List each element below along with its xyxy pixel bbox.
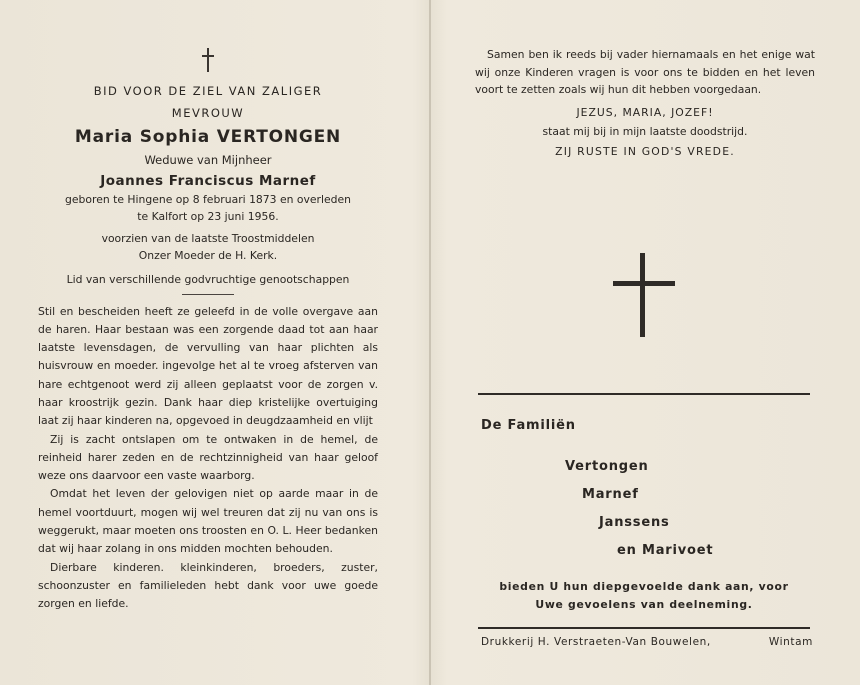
family-marivoet: en Marivoet [617, 543, 714, 558]
thanks-text [478, 578, 810, 614]
card-fold [429, 0, 431, 685]
membership: Lid van verschillende godvruchtige genootschappen [66, 273, 350, 286]
prayer-line-2: staat mij bij in mijn laatste doodstrijd. [542, 124, 748, 138]
prayer-line-1: JEZUS, MARIA, JOZEF! [576, 105, 714, 119]
printer-place: Wintam [768, 636, 813, 648]
family-janssens: Janssens [599, 515, 670, 530]
paragraph-3: Omdat het leven der gelovigen niet op aarde maar in de hemel voortduurt, mogen wij wel treuren dat zij nu van ons is weggerukt, maar moeten ons troosten en O. L. Heer bedanken dat wij haar zolang in ons midden mochten behouden. [38, 487, 378, 556]
thanks-line-2: Uwe gevoelens van deelneming. [535, 598, 753, 611]
thanks-line-1: bieden U hun diepgevoelde dank aan, voor [499, 580, 789, 593]
families-title: De Familiën [481, 418, 576, 433]
sacraments-line-1: voorzien van de laatste Troostmiddelen [101, 232, 315, 245]
divider [182, 294, 234, 295]
rest-in-peace: ZIJ RUSTE IN GOD'S VREDE. [555, 144, 735, 158]
sacraments-line-2: Onzer Moeder de H. Kerk. [138, 248, 278, 262]
large-cross-icon [613, 253, 675, 337]
family-vertongen: Vertongen [565, 459, 649, 474]
top-rule [478, 393, 810, 395]
left-page [38, 48, 378, 614]
title-mevrouw: MEVROUW [171, 106, 245, 120]
paragraph-2: Zij is zacht ontslapen om te ontwaken in de hemel, de reinheid harer zeden en de rechtzinnigheid van haar geloof weze ons daarvoor een vaste waarborg. [38, 432, 378, 483]
born-line-1: geboren te Hingene op 8 februari 1873 en overleden [65, 193, 351, 206]
paragraph-1: Stil en bescheiden heeft ze geleefd in de volle overgave aan de haren. Haar bestaan was een zorgende daad tot aan haar laatste levensdagen, de vervulling van haar plichten als huisvrouw en moeder. ingevolge het al te vroeg afsterven van hare echtgenoot werd zij alleen geplaatst voor de zorgen v. haar kroostrijk gezin. Dank haar diep kristelijke overtuiging laat zij haar kinderen na, opgevoed in deugdzaamheid en vlijt [38, 304, 378, 428]
printer-line [481, 636, 813, 648]
printer-name: Drukkerij H. Verstraeten-Van Bouwelen, [481, 636, 711, 648]
paragraph-4: Dierbare kinderen. kleinkinderen, broeders, zuster, schoonzuster en familieleden hebt dank voor uwe goede zorgen en liefde. [38, 560, 378, 611]
bottom-rule [478, 627, 810, 629]
widow-of: Weduwe van Mijnheer [144, 153, 272, 167]
prayer-title: BID VOOR DE ZIEL VAN ZALIGER [93, 84, 323, 98]
born-line-2: te Kalfort op 23 juni 1956. [137, 209, 279, 223]
family-marnef: Marnef [582, 487, 639, 502]
husband-name: Joannes Franciscus Marnef [100, 173, 316, 189]
small-cross-icon [202, 48, 214, 72]
intro-text: Samen ben ik reeds bij vader hiernamaals en het enige wat wij onze Kinderen vragen is voor ons te bidden en het leven voort te zetten zoals wij hun dit hebben voorgedaan. [475, 48, 815, 96]
right-page [475, 46, 815, 163]
deceased-name: Maria Sophia VERTONGEN [74, 127, 342, 147]
